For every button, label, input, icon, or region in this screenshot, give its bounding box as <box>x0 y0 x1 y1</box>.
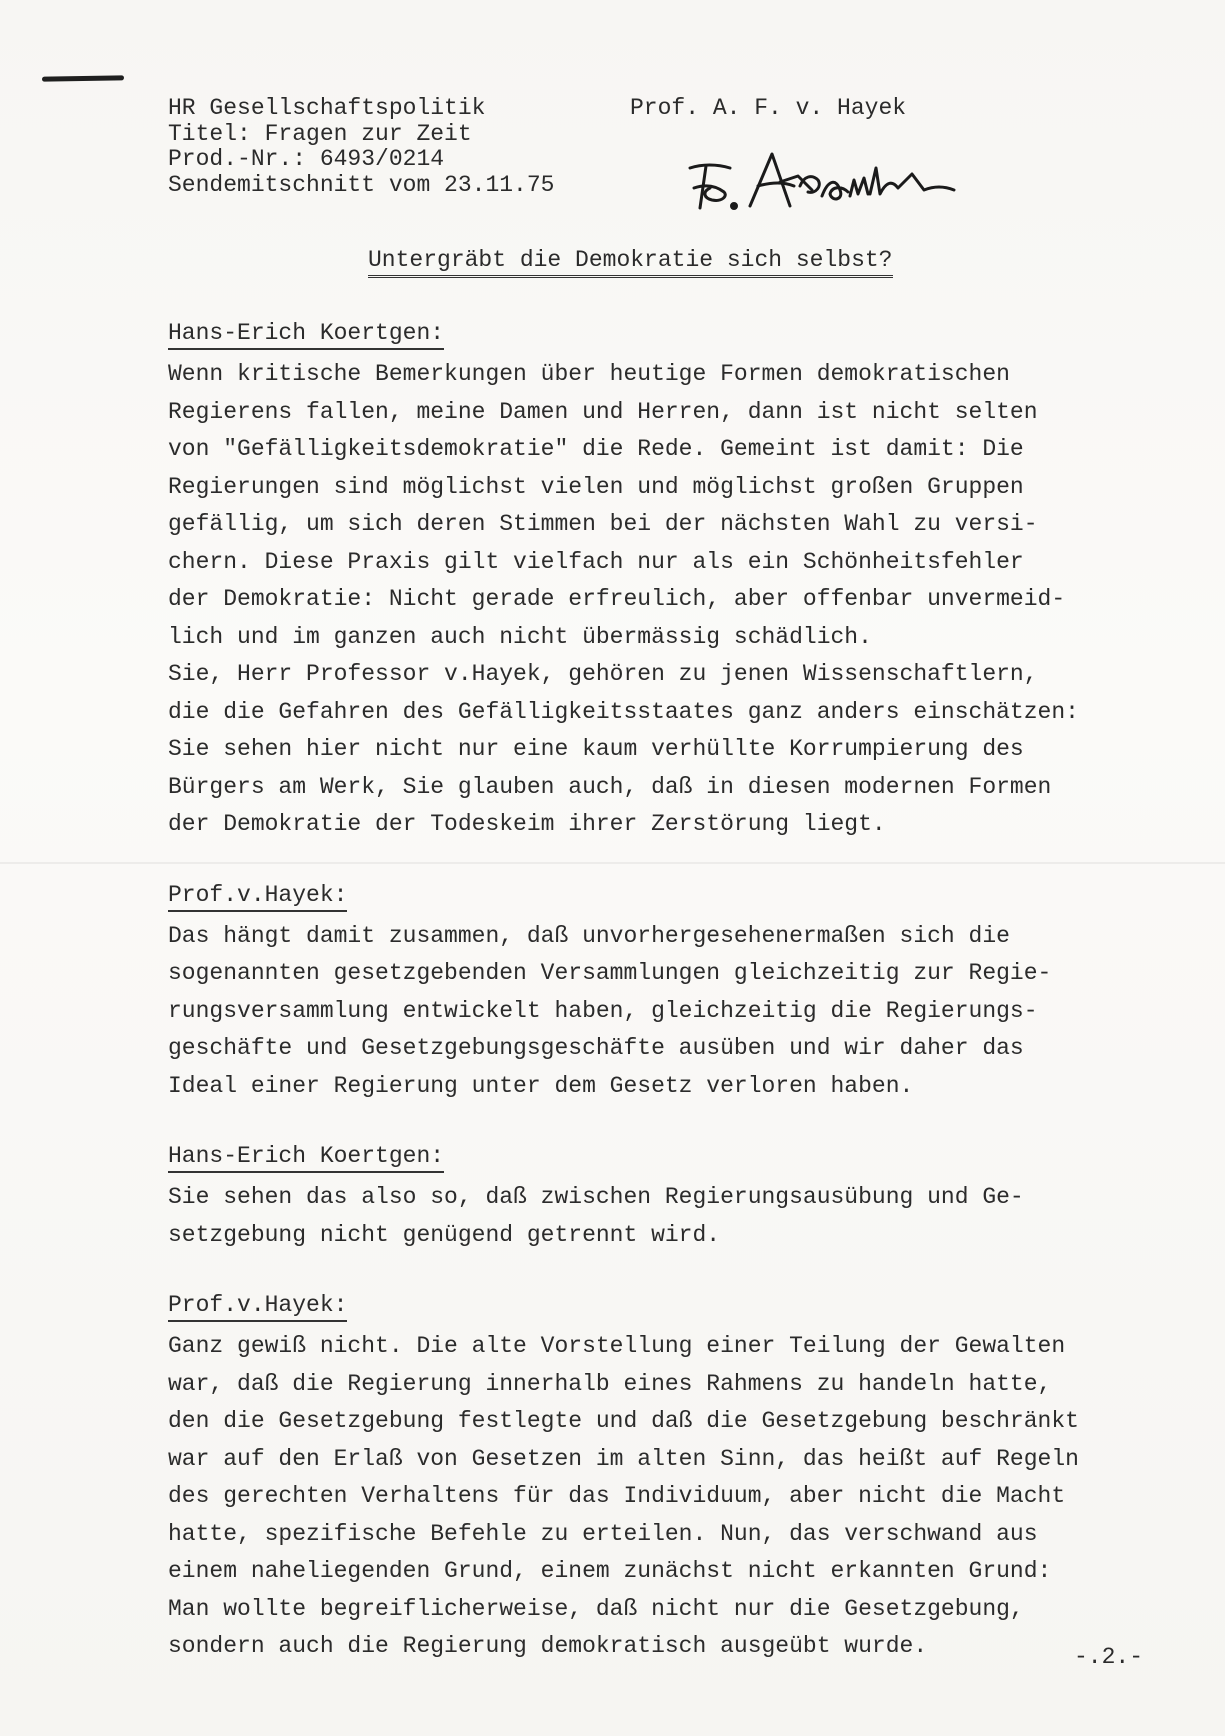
text-line: lich und im ganzen auch nicht übermässig schädlich. <box>168 623 872 650</box>
transcript-section <box>168 1290 1198 1666</box>
speech-paragraph <box>168 356 1198 844</box>
pen-mark <box>42 75 124 81</box>
text-line: von "Gefälligkeitsdemokratie" die Rede. Gemeint ist damit: Die <box>168 436 1024 462</box>
text-line: setzgebung nicht genügend getrennt wird. <box>168 1221 721 1248</box>
text-line: des gerechten Verhaltens für das Individuum, aber nicht die Macht <box>168 1483 1066 1509</box>
header-line-title: Titel: Fragen zur Zeit <box>168 120 472 147</box>
text-line: die die Gefahren des Gefälligkeitsstaates ganz anders einschätzen: <box>168 698 1079 725</box>
text-line: der Demokratie: Nicht gerade erfreulich, aber offenbar unvermeid- <box>168 586 1066 612</box>
text-line: Regierens fallen, meine Damen und Herren, dann ist nicht selten <box>168 398 1038 425</box>
text-line: sogenannten gesetzgebenden Versammlungen gleichzeitig zur Regie- <box>168 960 1052 986</box>
text-line: der Demokratie der Todeskeim ihrer Zerstörung liegt. <box>168 811 886 837</box>
transcript-section <box>168 318 1198 844</box>
speaker-name: Hans-Erich Koertgen: <box>168 318 444 350</box>
header-line-prod-nr: Prod.-Nr.: 6493/0214 <box>168 146 445 172</box>
text-line: geschäfte und Gesetzgebungsgeschäfte ausüben und wir daher das <box>168 1035 1024 1061</box>
speaker-name: Prof.v.Hayek: <box>168 1290 347 1322</box>
transcript-section <box>168 880 1198 1106</box>
text-line: Bürgers am Werk, Sie glauben auch, daß in diesen modernen Formen <box>168 773 1052 800</box>
text-line: Regierungen sind möglichst vielen und möglichst großen Gruppen <box>168 473 1024 500</box>
transcript-section <box>168 1141 1198 1254</box>
text-line: Sie sehen das also so, daß zwischen Regierungsausübung und Ge- <box>168 1184 1024 1210</box>
document-title: Untergräbt die Demokratie sich selbst? <box>368 246 893 278</box>
text-line: einem naheliegenden Grund, einem zunächst nicht erkannten Grund: <box>168 1558 1052 1584</box>
text-line: sondern auch die Regierung demokratisch ausgeübt wurde. <box>168 1633 928 1659</box>
page-number: -.2.- <box>1074 1644 1144 1670</box>
header-meta <box>168 96 628 198</box>
header-author: Prof. A. F. v. Hayek <box>630 95 907 121</box>
text-line: hatte, spezifische Befehle zu erteilen. Nun, das verschwand aus <box>168 1520 1038 1547</box>
speaker-name: Hans-Erich Koertgen: <box>168 1141 444 1173</box>
text-line: rungsversammlung entwickelt haben, gleichzeitig die Regierungs- <box>168 997 1038 1024</box>
speech-paragraph <box>168 1179 1198 1254</box>
text-line: chern. Diese Praxis gilt vielfach nur als ein Schönheitsfehler <box>168 548 1024 575</box>
text-line: Das hängt damit zusammen, daß unvorhergesehenermaßen sich die <box>168 922 1010 949</box>
handwritten-signature <box>672 146 1002 216</box>
speech-paragraph <box>168 918 1198 1106</box>
text-line: war auf den Erlaß von Gesetzen im alten Sinn, das heißt auf Regeln <box>168 1445 1079 1472</box>
text-line: Man wollte begreiflicherweise, daß nicht nur die Gesetzgebung, <box>168 1595 1024 1622</box>
text-line: Ganz gewiß nicht. Die alte Vorstellung einer Teilung der Gewalten <box>168 1333 1066 1359</box>
transcript-body <box>168 318 1198 1702</box>
speech-paragraph <box>168 1328 1198 1666</box>
text-line: Sie sehen hier nicht nur eine kaum verhüllte Korrumpierung des <box>168 736 1024 762</box>
text-line: Wenn kritische Bemerkungen über heutige Formen demokratischen <box>168 361 1010 387</box>
speaker-name: Prof.v.Hayek: <box>168 880 347 912</box>
text-line: den die Gesetzgebung festlegte und daß die Gesetzgebung beschränkt <box>168 1408 1079 1434</box>
text-line: gefällig, um sich deren Stimmen bei der nächsten Wahl zu versi- <box>168 511 1038 537</box>
header-line-department: HR Gesellschaftspolitik <box>168 95 486 121</box>
header-line-recording-date: Sendemitschnitt vom 23.11.75 <box>168 171 555 198</box>
text-line: Ideal einer Regierung unter dem Gesetz verloren haben. <box>168 1072 914 1099</box>
text-line: war, daß die Regierung innerhalb eines Rahmens zu handeln hatte, <box>168 1370 1052 1397</box>
text-line: Sie, Herr Professor v.Hayek, gehören zu jenen Wissenschaftlern, <box>168 661 1038 687</box>
